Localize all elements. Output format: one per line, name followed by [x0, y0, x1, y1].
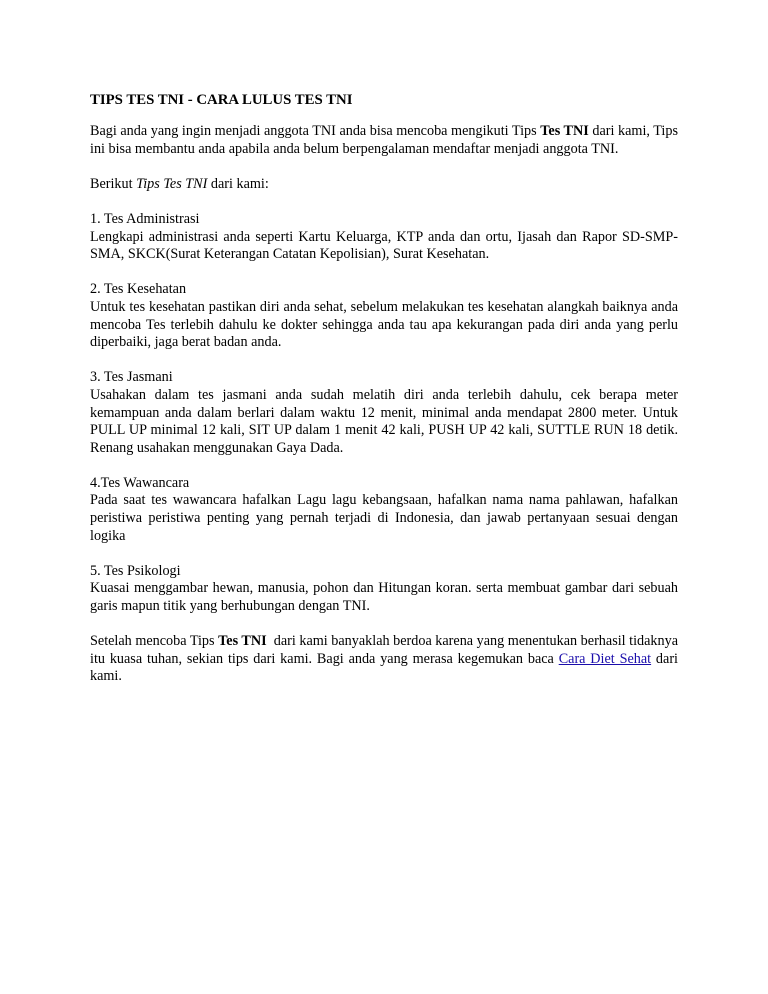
section-heading: 2. Tes Kesehatan: [90, 281, 187, 298]
section-heading: 4.Tes Wawancara: [90, 474, 190, 491]
intro-paragraph: [90, 123, 678, 158]
section-kesehatan: [90, 281, 678, 351]
document-title: TIPS TES TNI - CARA LULUS TES TNI: [90, 92, 353, 108]
section-heading: 3. Tes Jasmani: [90, 369, 173, 386]
lead-paragraph: [90, 176, 678, 194]
intro-bold-term: Tes TNI: [540, 123, 589, 139]
closing-text-middle: dari kami banyaklah berdoa karena yang menentukan berhasil tidaknya itu kuasa tuhan, sekian tips dari kami. Bagi anda yang merasa kegemukan baca: [90, 633, 682, 667]
lead-text-end: dari kami:: [207, 175, 269, 192]
lead-text-start: Berikut: [90, 175, 137, 192]
closing-text-start: Setelah mencoba Tips: [90, 633, 219, 650]
intro-text-end: dari kami, Tips ini bisa membantu anda apabila anda belum berpengalaman mendaftar menjadi anggota TNI.: [90, 123, 678, 157]
section-body: Pada saat tes wawancara hafalkan Lagu lagu kebangsaan, hafalkan nama nama pahlawan, hafalkan peristiwa peristiwa penting yang pernah terjadi di Indonesia, dan jawab pertanyaan sesuai dengan logika: [90, 492, 678, 544]
section-body: Usahakan dalam tes jasmani anda sudah melatih diri anda terlebih dahulu, cek berapa meter kemampuan anda dalam berlari dalam waktu 12 menit, minimal anda mendapat 2800 meter. Untuk PULL UP minimal 12 kali, SIT UP dalam 1 menit 42 kali, PUSH UP 42 kali, SUTTLE RUN 18 detik. Renang usahakan menggunakan Gaya Dada.: [90, 386, 678, 456]
section-heading: 5. Tes Psikologi: [90, 562, 181, 579]
section-psikologi: [90, 563, 678, 616]
section-jasmani: [90, 369, 678, 457]
document-page: [90, 91, 682, 704]
section-heading: 1. Tes Administrasi: [90, 210, 200, 227]
closing-bold-term: Tes TNI: [218, 633, 267, 650]
section-body: Untuk tes kesehatan pastikan diri anda sehat, sebelum melakukan tes kesehatan alangkah baiknya anda mencoba Tes terlebih dahulu ke dokter sehingga anda tau apa kekurangan pada diri anda yang perlu diperbaiki, jaga berat badan anda.: [90, 298, 678, 351]
closing-text-end: dari kami.: [90, 650, 678, 685]
section-wawancara: [90, 475, 678, 545]
closing-paragraph: [90, 633, 682, 686]
section-body: Lengkapi administrasi anda seperti Kartu Keluarga, KTP anda dan ortu, Ijasah dan Rapor SD-SMP-SMA, SKCK(Surat Keterangan Catatan Kepolisian), Surat Kesehatan.: [90, 228, 678, 263]
intro-text-start: Bagi anda yang ingin menjadi anggota TNI anda bisa mencoba mengikuti Tips: [90, 123, 541, 139]
section-administrasi: [90, 211, 678, 264]
lead-italic-term: Tips Tes TNI: [136, 175, 208, 192]
diet-sehat-link[interactable]: Cara Diet Sehat: [558, 650, 652, 667]
section-body: Kuasai menggambar hewan, manusia, pohon dan Hitungan koran. serta membuat gambar dari sebuah garis mapun titik yang berhubungan dengan TNI.: [90, 580, 678, 615]
